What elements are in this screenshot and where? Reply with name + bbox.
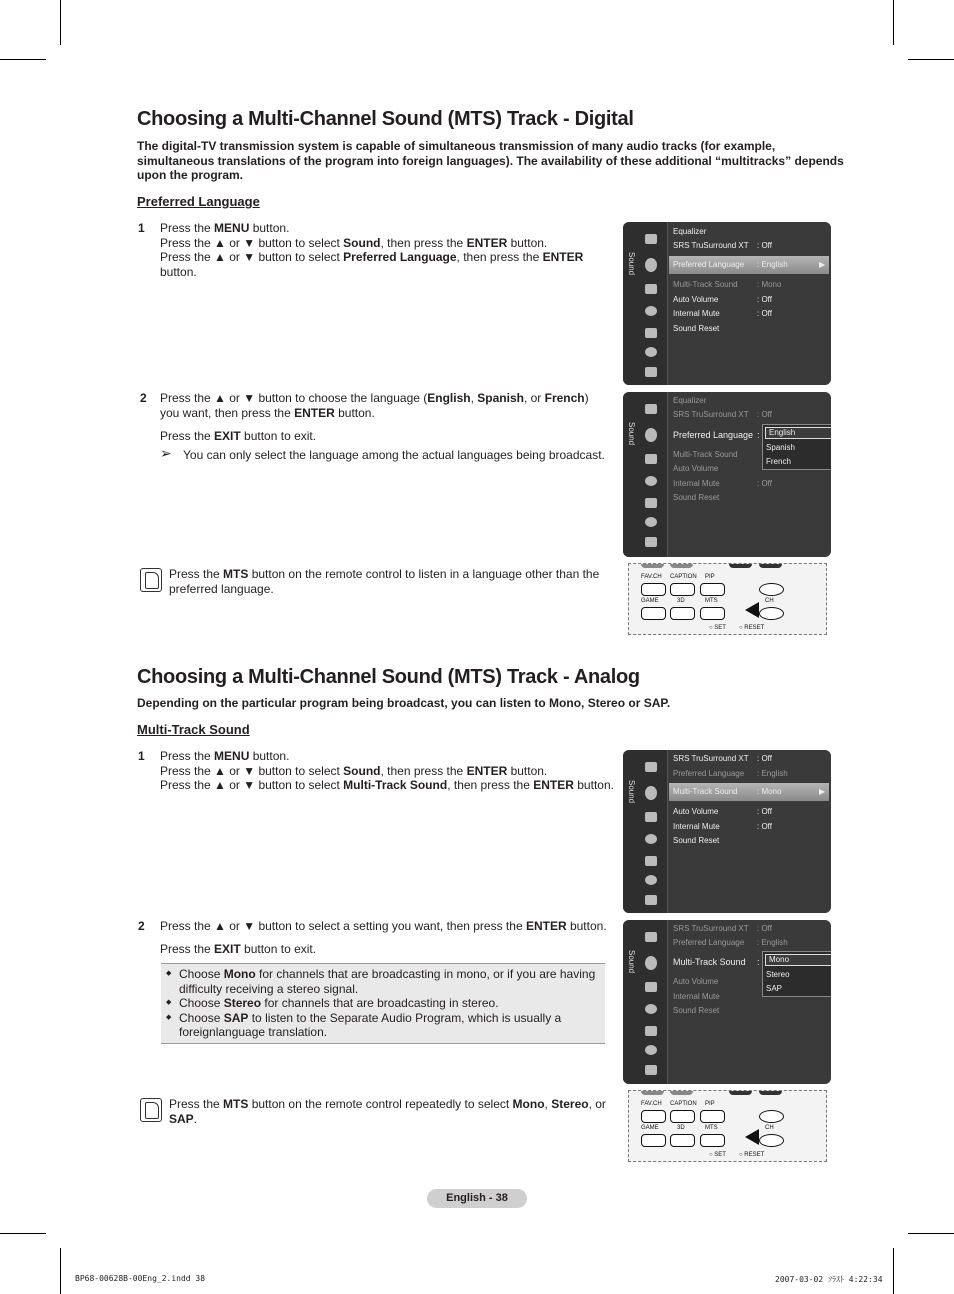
right-arrow-icon: ▶ xyxy=(819,787,826,796)
osd-sound-menu-1: Sound Equalizer SRS TruSurround XT : Off Preferred Language : English ▶ Multi-Track Sound : Mono Auto Volume : Off Internal Mute : Off Sound Reset xyxy=(623,222,831,385)
picture-icon xyxy=(645,234,657,244)
option-english[interactable]: English xyxy=(765,427,831,439)
app-icon xyxy=(645,367,657,377)
arrow-note-text: You can only select the language among the actual languages being broadcast. xyxy=(183,447,605,462)
crop-mark xyxy=(908,59,954,60)
footer-file-info: BP68-00628B-00Eng_2.indd 38 xyxy=(75,1274,206,1283)
crop-mark xyxy=(893,0,894,45)
footer-date-time: 2007-03-02 ｿﾗｽﾄ 4:22:34 xyxy=(775,1275,883,1284)
page-title-digital: Choosing a Multi-Channel Sound (MTS) Track - Digital xyxy=(137,108,634,130)
crop-mark xyxy=(893,1248,894,1294)
crop-mark xyxy=(0,1233,46,1234)
sound-icon xyxy=(645,258,657,272)
page-number: English - 38 xyxy=(427,1189,527,1208)
crop-mark xyxy=(60,1248,61,1294)
help-icon xyxy=(645,347,657,357)
pointer-arrow-icon xyxy=(745,1129,759,1145)
memo-note-analog: Press the MTS button on the remote control repeatedly to select Mono, Stereo, or SAP. xyxy=(169,1097,606,1126)
subheading-preferred-language: Preferred Language xyxy=(137,194,260,209)
right-arrow-icon: ▶ xyxy=(819,260,826,269)
page-title-analog: Choosing a Multi-Channel Sound (MTS) Track - Analog xyxy=(137,666,640,688)
osd-sound-menu-2: Sound Equalizer SRS TruSurround XT : Off Preferred Language : Multi-Track Sound Auto Volume Internal Mute : Off Sound Reset English Spanish French xyxy=(623,392,831,557)
option-sap[interactable]: SAP xyxy=(766,984,783,993)
option-spanish[interactable]: Spanish xyxy=(766,443,795,452)
osd-sound-menu-3: Sound SRS TruSurround XT : Off Preferred Language : English Multi-Track Sound : Mono ▶ Auto Volume : Off Internal Mute : Off Sound Reset xyxy=(623,750,831,913)
memo-icon xyxy=(140,568,162,592)
channel-icon xyxy=(645,284,657,294)
setup-icon xyxy=(645,306,657,316)
intro-digital: The digital-TV transmission system is capable of simultaneous transmission of many audio tracks (for example, simultaneous translations of the program into foreign languages). The availability of these additional “multitracks” depends upon the program. xyxy=(137,139,844,182)
option-stereo[interactable]: Stereo xyxy=(766,970,790,979)
options-note-box xyxy=(161,963,605,1044)
crop-mark xyxy=(0,59,46,60)
input-icon xyxy=(645,328,657,338)
remote-control-illustration-2: FAV.CH CAPTION PIP GAME 3D MTS CH ○ SET ○ RESET xyxy=(628,1090,827,1162)
option-french[interactable]: French xyxy=(766,457,791,466)
option-mono[interactable]: Mono xyxy=(765,954,831,966)
language-dropdown[interactable] xyxy=(762,424,831,470)
bullet-sap: ◆ Choose SAP to listen to the Separate Audio Program, which is usually a foreignlanguage translation. xyxy=(161,1011,605,1040)
bullet-stereo: ◆ Choose Stereo for channels that are broadcasting in stereo. xyxy=(161,996,605,1011)
subheading-multi-track-sound: Multi-Track Sound xyxy=(137,722,250,737)
memo-icon xyxy=(140,1098,162,1122)
pointer-arrow-icon xyxy=(745,602,759,618)
arrow-note-icon: ➢ xyxy=(160,444,172,461)
remote-control-illustration-1: FAV.CH CAPTION PIP GAME 3D MTS CH ○ SET ○ RESET xyxy=(628,563,827,635)
osd-sound-menu-4: Sound SRS TruSurround XT : Off Preferred Language : English Multi-Track Sound : Auto Volume Internal Mute Sound Reset Mono Stereo SAP xyxy=(623,920,831,1084)
bullet-mono: ◆ Choose Mono for channels that are broadcasting in mono, or if you are having difficulty receiving a stereo signal. xyxy=(161,967,605,996)
multi-track-dropdown[interactable] xyxy=(762,951,831,997)
memo-note-digital: Press the MTS button on the remote control to listen in a language other than the preferred language. xyxy=(169,567,600,596)
crop-mark xyxy=(908,1233,954,1234)
crop-mark xyxy=(60,0,61,45)
intro-analog: Depending on the particular program being broadcast, you can listen to Mono, Stereo or SAP. xyxy=(137,696,671,710)
